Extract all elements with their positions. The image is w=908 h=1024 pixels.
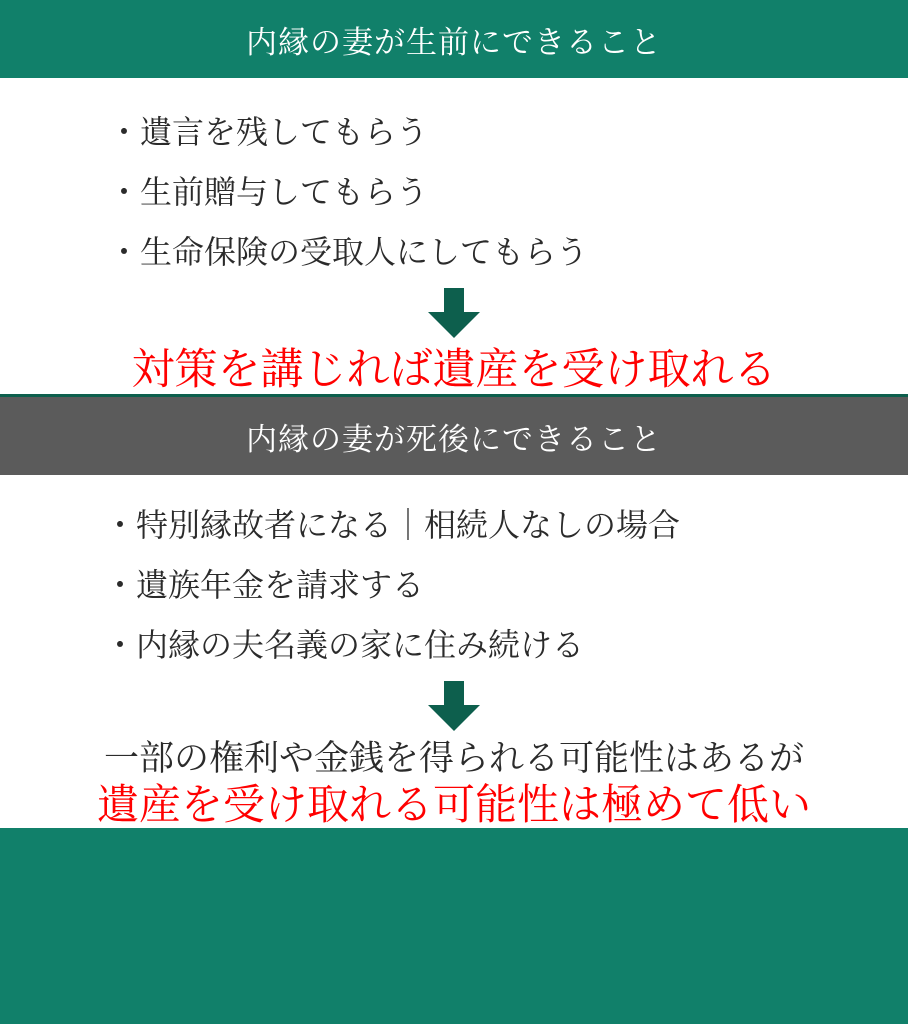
panel-before-death xyxy=(0,0,908,394)
list-item: ・遺族年金を請求する xyxy=(104,567,425,604)
list-item: ・特別縁故者になる｜相続人なしの場合 xyxy=(104,507,681,544)
down-arrow-icon xyxy=(426,288,482,340)
arrow-container-before-death xyxy=(0,288,908,340)
conclusion-text-after-death: 遺産を受け取れる可能性は極めて低い xyxy=(96,781,811,829)
conclusion-block-after-death xyxy=(0,739,908,828)
list-item: ・生前贈与してもらう xyxy=(108,174,429,210)
panel-body-after-death xyxy=(0,475,908,828)
conclusion-pretext-after-death: 一部の権利や金銭を得られる可能性はあるが xyxy=(103,739,804,779)
bullet-list-after-death xyxy=(0,495,908,675)
down-arrow-icon xyxy=(426,681,482,733)
panel-title-before-death: 内縁の妻が生前にできること xyxy=(0,0,908,78)
bullet-list-before-death xyxy=(0,102,908,282)
conclusion-block-before-death xyxy=(0,346,908,394)
arrow-container-after-death xyxy=(0,681,908,733)
panel-after-death xyxy=(0,394,908,828)
panel-body-before-death xyxy=(0,78,908,394)
list-item: ・生命保険の受取人にしてもらう xyxy=(108,234,589,270)
conclusion-text-before-death: 対策を講じれば遺産を受け取れる xyxy=(131,346,777,394)
panel-title-after-death: 内縁の妻が死後にできること xyxy=(0,394,908,475)
list-item: ・内縁の夫名義の家に住み続ける xyxy=(104,627,585,664)
list-item: ・遺言を残してもらう xyxy=(108,114,429,150)
